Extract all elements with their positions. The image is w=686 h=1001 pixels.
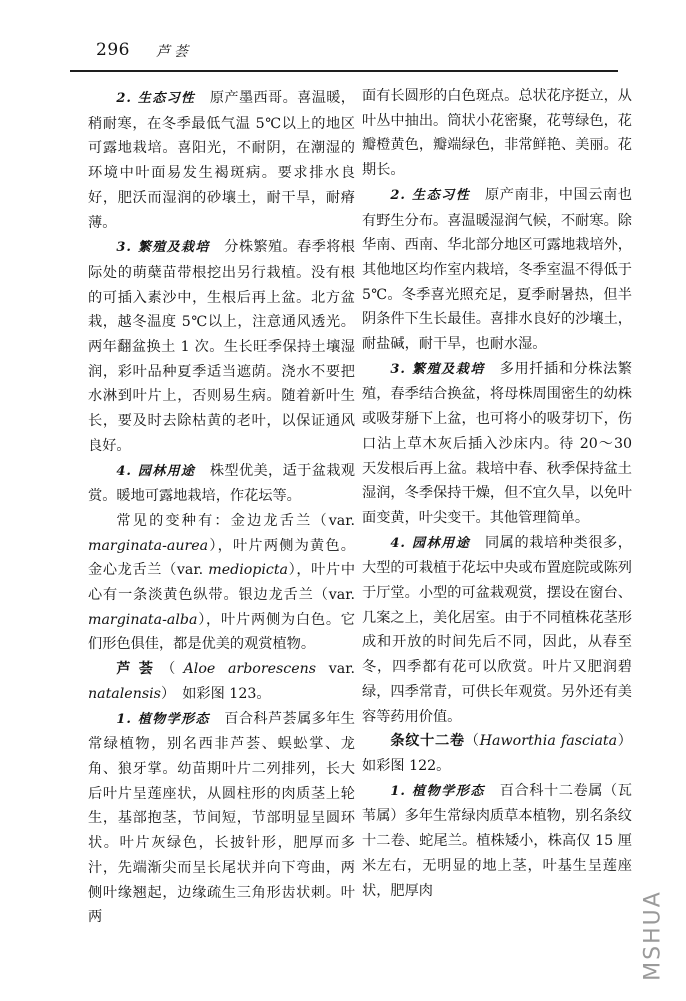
- latin-name: marginata-aurea: [88, 537, 209, 554]
- latin-name: marginata-alba: [88, 611, 198, 628]
- latin-name: Haworthia fasciata: [479, 733, 618, 750]
- paragraph: [88, 235, 355, 458]
- paragraph-text: 原产墨西哥。喜温暖，稍耐寒，在冬季最低气温 5℃以上的地区可露地栽培。喜阳光，不耐阴，在潮湿的环境中叶面易发生褐斑病。要求排水良好，肥沃而湿润的砂壤土，耐干旱，耐瘠薄。: [88, 90, 355, 231]
- plate-reference: 如彩图 123。: [168, 685, 271, 702]
- left-column: [88, 86, 355, 930]
- paragraph-text: 分株繁殖。春季将根际处的萌蘖苗带根挖出另行栽植。没有根的可插入素沙中，生根后再上盆。北方盆栽，越冬温度 5℃以上，注意通风透光。两年翻盆换土 1 次。生长旺季保持土壤湿润，彩叶品种夏季适当遮荫。浇水不要把水淋到叶片上，否则易生病。随着新叶生长，要及时去除枯黄的老叶，以保证通风良好。: [88, 239, 355, 454]
- paragraph-continued: 面有长圆形的白色斑点。总状花序挺立，从叶丛中抽出。筒状小花密聚，花萼绿色，花瓣橙黄色，瓣端绿色，非常鲜艳、美丽。花期长。: [362, 88, 632, 179]
- paren-open: （: [161, 661, 184, 678]
- section-label: 4. 园林用途: [390, 535, 471, 551]
- right-column: [362, 84, 632, 903]
- watermark: [640, 883, 668, 989]
- section-label: 2. 生态习性: [116, 91, 196, 106]
- paragraph-text: 同属的栽培种类很多，大型的可栽植于花坛中央或布置庭院或陈列于厅堂。小型的可盆栽观赏，摆设在窗台、几案之上，美化居室。由于不同植株花茎形成和开放的时间先后不同，因此，从春至冬，四季都有花可以欣赏。叶片又肥润碧绿，四季常青，可供长年观赏。另外还有美容等药用价值。: [362, 534, 632, 725]
- paragraph: [362, 779, 632, 904]
- latin-name: Aloe arborescens: [183, 661, 317, 678]
- paragraph: [88, 707, 355, 930]
- paragraph: [362, 531, 632, 730]
- plant-name: 芦荟: [116, 661, 162, 678]
- paragraph: [362, 183, 632, 357]
- section-label: 1. 植物学形态: [390, 783, 485, 799]
- paragraph-text: 百合科十二卷属（瓦苇属）多年生常绿肉质草本植物，别名条纹十二卷、蛇尾兰。植株矮小，株高仅 15 厘米左右，无明显的地上茎，叶基生呈莲座状，肥厚肉: [362, 782, 632, 899]
- running-title: 芦荟: [156, 44, 192, 60]
- paragraph-text: ），叶片两侧为黄色。金心龙舌兰（var.: [88, 537, 355, 579]
- paragraph-text: 株型优美，适于盆栽观赏。暖地可露地栽培，作花坛等。: [88, 462, 355, 505]
- paragraph-text: 常见的变种有：金边龙舌兰（var.: [116, 512, 355, 529]
- paragraph: [88, 86, 355, 235]
- plate-reference: 如彩图 122。: [362, 757, 451, 774]
- entry-heading: [88, 657, 355, 706]
- section-label: 1. 植物学形态: [116, 711, 210, 727]
- latin-name: natalensis: [88, 685, 161, 702]
- paragraph-text: 多用扦插和分株法繁殖，春季结合换盆，将母株周围密生的幼株或吸芽掰下上盆，也可将小的吸芽切下，伤口沾上草木灰后插入沙床内。待 20～30 天发根后再上盆。栽培中春、秋季保持盆土湿润，冬季保持干燥，但不宜久旱，以免叶面变黄，叶尖变干。其他管理简单。: [362, 360, 632, 526]
- paragraph-text: ），叶片两侧为白色。它们形色俱佳，都是优美的观赏植物。: [88, 611, 355, 653]
- paren-close: ）: [617, 733, 632, 750]
- paragraph: [88, 459, 355, 509]
- section-label: 3. 繁殖及栽培: [390, 361, 485, 377]
- watermark-text: MSHUA: [640, 890, 666, 981]
- paragraph-text: 百合科芦荟属多年生常绿植物，别名西非芦荟、蜈蚣掌、龙角、狼牙掌。幼苗期叶片二列排列，长大后叶片呈莲座状，从圆柱形的肉质茎上轮生，基部抱茎，节间短，节部明显呈圆环状。叶片灰绿色，长披针形，肥厚而多汁，先端渐尖而呈长尾状并向下弯曲，两侧叶缘翘起，边缘疏生三角形齿状刺。叶两: [88, 710, 355, 926]
- section-label: 2. 生态习性: [390, 187, 471, 203]
- variety-paragraph: [88, 509, 355, 657]
- paren-close: ）: [160, 685, 169, 702]
- paren-open: （: [464, 733, 480, 750]
- paragraph-text: 原产南非，中国云南也有野生分布。喜温暖湿润气候，不耐寒。除华南、西南、华北部分地区可露地栽培外，其他地区均作室内栽培，冬季室温不得低于 5℃。冬季喜光照充足，夏季耐暑热，但半阴条件下生长最佳。喜排水良好的沙壤土，耐盐碱，耐干旱，也耐水湿。: [362, 186, 632, 353]
- paragraph-text: ），叶片中心有一条淡黄色纵带。银边龙舌兰（var.: [88, 562, 356, 604]
- paragraph: [362, 357, 632, 531]
- section-label: 4. 园林用途: [116, 463, 196, 479]
- section-label: 3. 繁殖及栽培: [116, 240, 210, 256]
- variety-abbrev: var.: [316, 661, 355, 678]
- page-number: 296: [96, 40, 130, 60]
- plant-name: 条纹十二卷: [390, 733, 465, 750]
- header-rule: [70, 70, 618, 72]
- page-header: [70, 40, 618, 68]
- entry-heading: [362, 729, 632, 778]
- latin-name: mediopicta: [208, 562, 289, 579]
